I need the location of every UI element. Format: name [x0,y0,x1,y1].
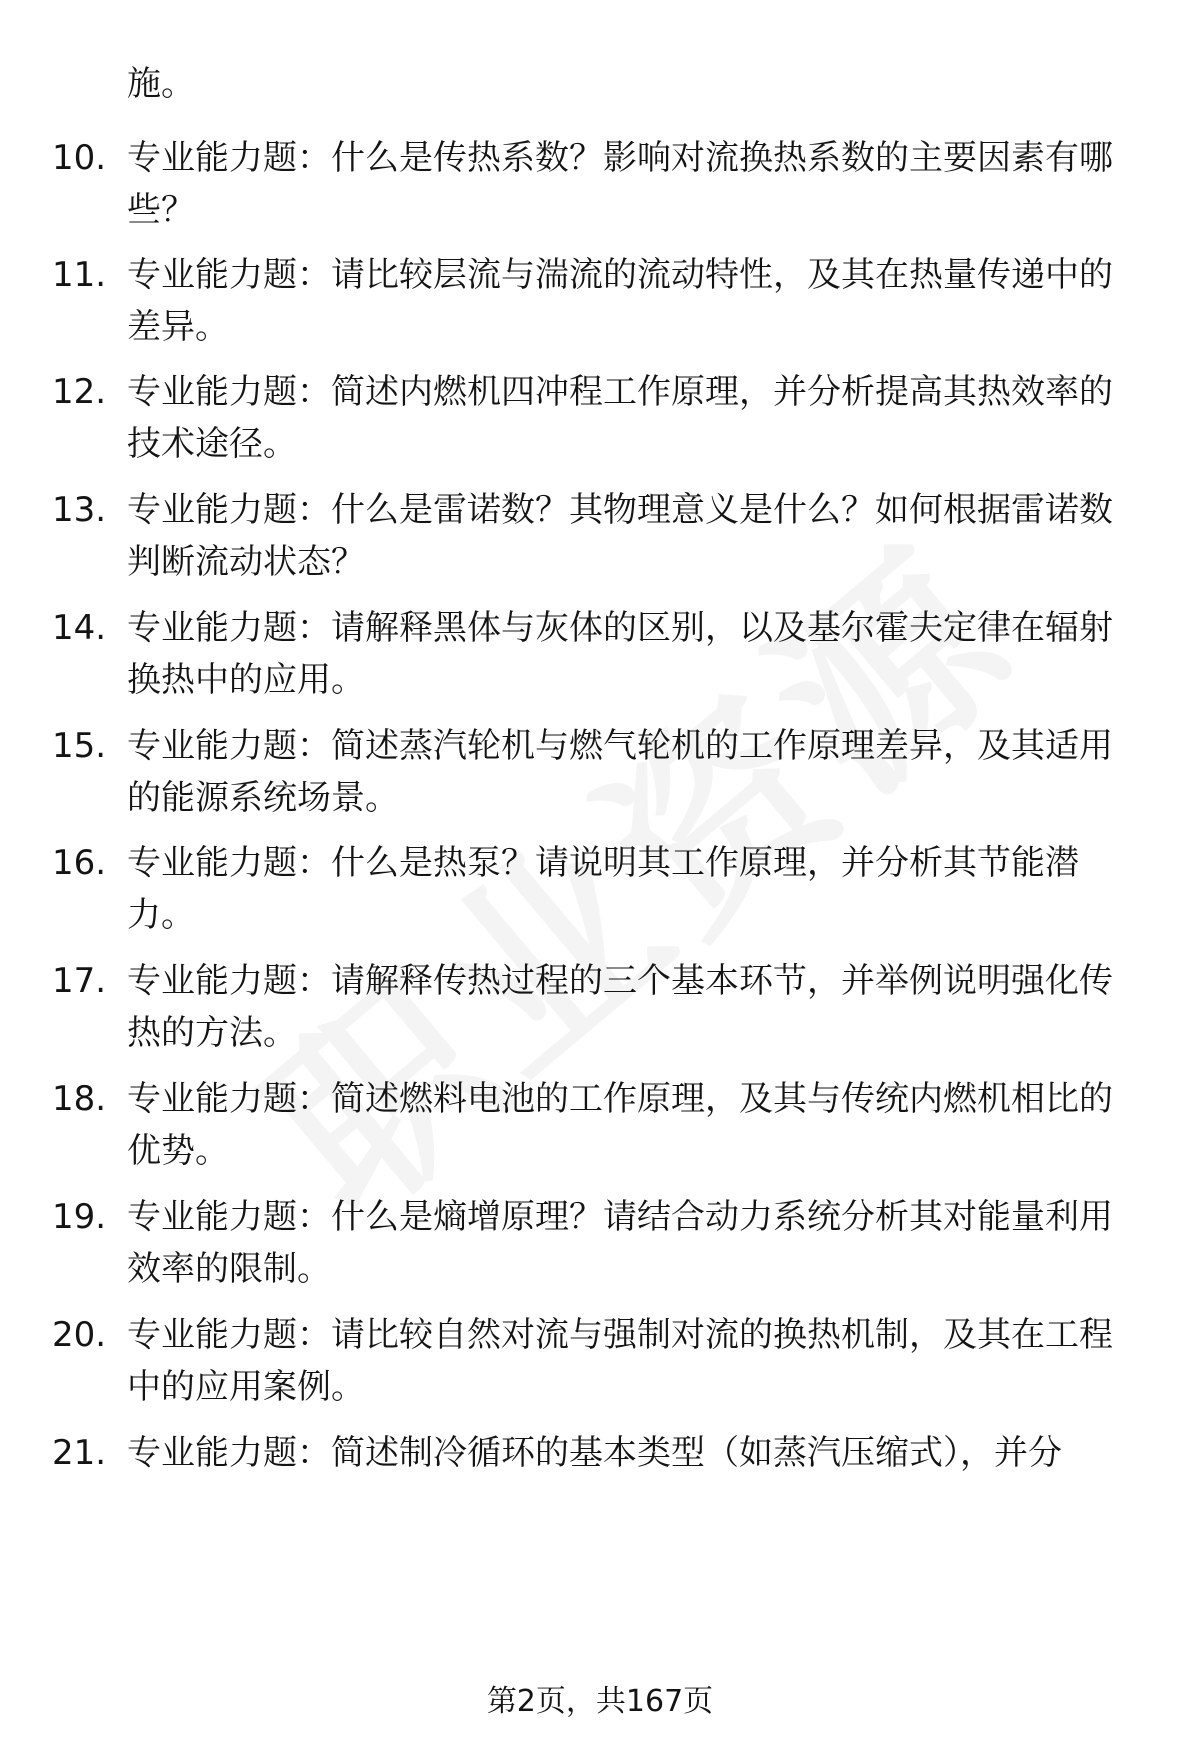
question-number: 16. [52,843,107,883]
question-text: 专业能力题：请比较层流与湍流的流动特性，及其在热量传递中的差异。 [127,255,1113,347]
question-number: 15. [52,726,107,766]
question-text: 专业能力题：简述燃料电池的工作原理，及其与传统内燃机相比的优势。 [127,1079,1113,1171]
question-number: 19. [52,1197,107,1237]
question-text: 专业能力题：简述制冷循环的基本类型（如蒸汽压缩式），并分 [127,1433,1062,1473]
question-number: 11. [52,255,107,295]
question-text: 专业能力题：简述内燃机四冲程工作原理，并分析提高其热效率的技术途径。 [127,372,1113,464]
question-text: 专业能力题：请比较自然对流与强制对流的换热机制，及其在工程中的应用案例。 [127,1315,1113,1407]
question-text: 专业能力题：什么是雷诺数？其物理意义是什么？如何根据雷诺数判断流动状态？ [127,490,1113,582]
page-number: 第2页，共167页 [486,1684,714,1719]
question-number: 20. [52,1315,107,1355]
question-text: 专业能力题：请解释传热过程的三个基本环节，并举例说明强化传热的方法。 [127,961,1113,1053]
question-number: 17. [52,961,107,1001]
question-number: 18. [52,1079,107,1119]
page-footer [0,1680,1200,1724]
question-text: 专业能力题：简述蒸汽轮机与燃气轮机的工作原理差异，及其适用的能源系统场景。 [127,726,1113,818]
continuation-text: 施。 [127,64,195,104]
question-text: 专业能力题：请解释黑体与灰体的区别，以及基尔霍夫定律在辐射换热中的应用。 [127,608,1113,700]
question-text: 专业能力题：什么是传热系数？影响对流换热系数的主要因素有哪些？ [127,138,1113,230]
question-text: 专业能力题：什么是熵增原理？请结合动力系统分析其对能量利用效率的限制。 [127,1197,1113,1289]
question-text: 专业能力题：什么是热泵？请说明其工作原理，并分析其节能潜力。 [127,843,1079,935]
question-number: 13. [52,490,107,530]
question-number: 10. [52,138,107,178]
question-number: 12. [52,372,107,412]
question-number: 14. [52,608,107,648]
question-number: 21. [52,1433,107,1473]
